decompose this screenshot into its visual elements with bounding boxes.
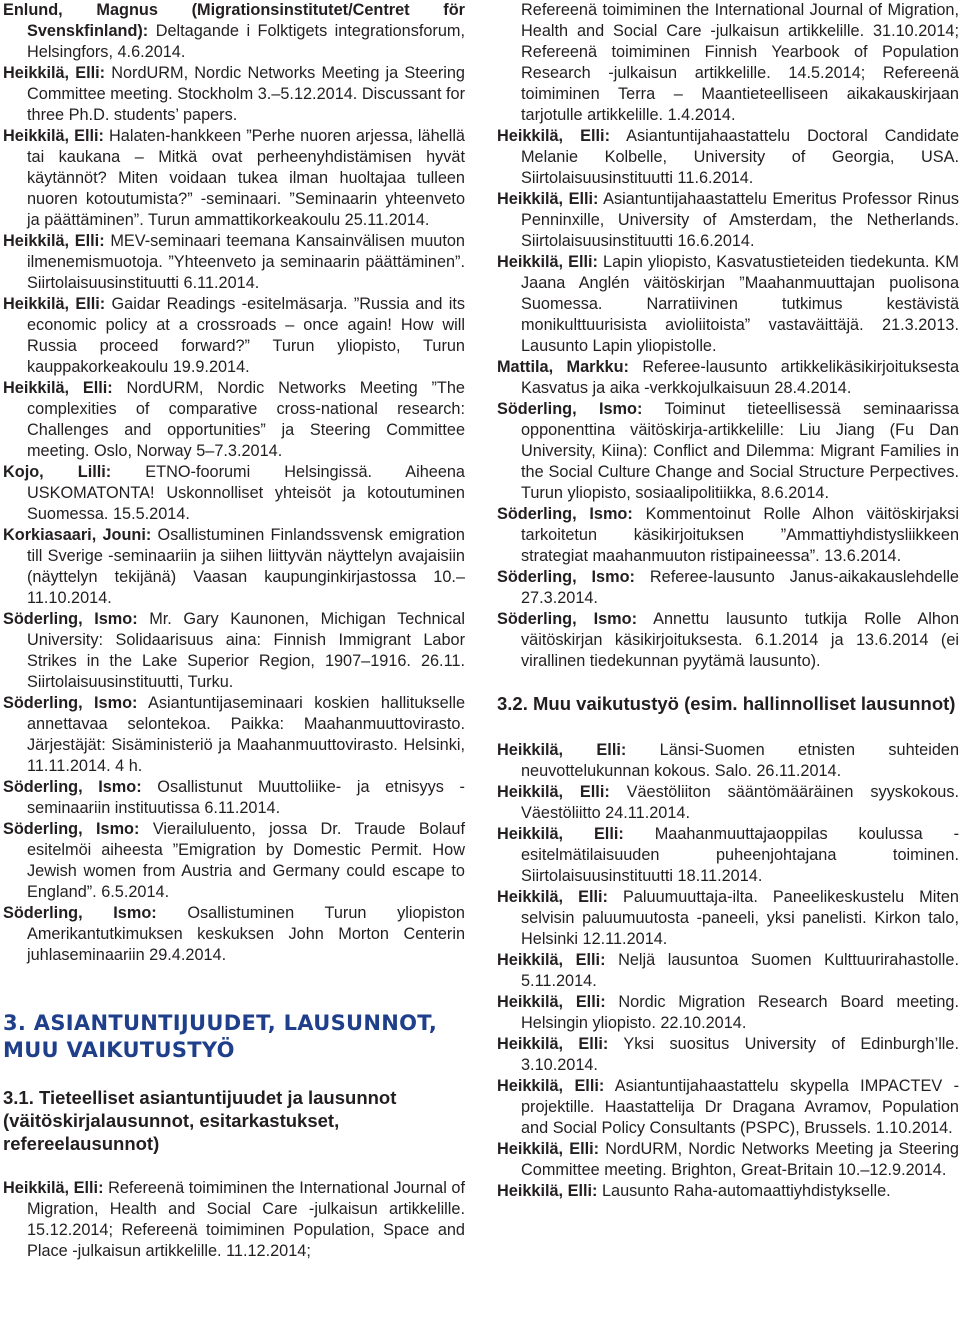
entry-author: Heikkilä, Elli: (3, 127, 104, 145)
entry-author: Heikkilä, Elli: (497, 127, 610, 145)
entry-text: Referee-lausunto artikkelikäsikirjoituksesta Kasvatus ja aika -verkkojulkaisuun 28.4.2014. (521, 358, 960, 397)
entry-text: Kommentoinut Rolle Alhon väitöskirjaksi tarkoitetun käsikirjoituksen ”Ammattiyhdistysliikkeen strategiat maahanmuuton ristipaineessa”. 13.6.2014. (521, 505, 959, 565)
bibliography-entry (3, 294, 465, 378)
entry-text: Vierailuluento, jossa Dr. Traude Bolauf esitelmöi aiheesta ”Emigration by Domestic Permit. How Jewish women from Austria and Germany could escape to England”. 6.5.2014. (27, 820, 465, 901)
entry-text: Toiminut tieteellisessä seminaarissa opponenttina väitöskirja-artikkelille: Liu Jiang (Fu Dan University, Kiina): Conflict and Dilemma: Migrant Families in the Social Culture Change and Social Structure Perpectives. Turun yliopisto, sosiaalipolitiikka, 8.6.2014. (521, 400, 959, 502)
entry-author: Söderling, Ismo: (3, 904, 157, 922)
bibliography-entry (3, 126, 465, 231)
entry-author: Heikkilä, Elli: (497, 253, 598, 271)
bibliography-entry (497, 567, 959, 609)
bibliography-entry (3, 777, 465, 819)
left-column (3, 0, 465, 1262)
entry-text: Osallistuminen Finlandssvensk emigration till Sverige -seminaariin ja siihen liittyvän näyttelyn avajaisiin (näyttelyn tekijänä) Vaasan kaupunginkirjastossa 10.–11.10.2014. (27, 526, 465, 607)
entry-text: NordURM, Nordic Networks Meeting ja Steering Committee meeting. Brighton, Great-Britain 10.–12.9.2014. (521, 1140, 959, 1179)
entry-text: Refereenä toimiminen the International Journal of Migration, Health and Social Care -julkaisun artikkelille. 31.10.2014; Refereenä toimiminen Finnish Yearbook of Population Research -julkaisun artikkelille. 14.5.2014; Refereenä toimiminen Terra – Maantieteelliseen aikakauskirjaan tarjotulle artikkelille. 1.4.2014. (521, 1, 959, 124)
entry-author: Heikkilä, Elli: (3, 1179, 104, 1197)
entry-text: Paluumuuttaja-ilta. Paneelikeskustelu Miten selvisin paluumuutosta -paneeli, yksi panelisti. Kirkon talo, Helsinki 12.11.2014. (521, 888, 959, 948)
subsection-title-3-2: 3.2. Muu vaikutustyö (esim. hallinnolliset lausunnot) (497, 693, 956, 714)
bibliography-entry (497, 357, 959, 399)
bibliography-entry (497, 399, 959, 504)
entry-text: ETNO-foorumi Helsingissä. Aiheena USKOMATONTA! Uskonnolliset yhteisöt ja kotoutuminen Suomessa. 15.5.2014. (27, 463, 465, 523)
entry-text: Osallistunut Muuttoliike- ja etnisyys -seminaariin instituutissa 6.11.2014. (27, 778, 465, 817)
bibliography-entry (3, 903, 465, 966)
entry-text: NordURM, Nordic Networks Meeting ja Steering Committee meeting. Stockholm 3.–5.12.2014. Discussant for three Ph.D. students’ papers. (27, 64, 465, 124)
entry-author: Söderling, Ismo: (497, 610, 637, 628)
entry-text: Lausunto Raha-automaattiyhdistykselle. (601, 1182, 891, 1200)
entry-author: Mattila, Markku: (497, 358, 629, 376)
left-entries-top (3, 0, 465, 966)
bibliography-entry (497, 1181, 959, 1202)
bibliography-entry (3, 63, 465, 126)
entry-text: Asiantuntijahaastattelu skypella IMPACTEV -projektille. Haastattelija Dr Dragana Avramov, Population and Social Policy Consultants (PSPC), Brussels. 1.10.2014. (521, 1077, 959, 1137)
left-entries-bottom (3, 1178, 465, 1262)
entry-author: Heikkilä, Elli: (497, 1077, 605, 1095)
bibliography-entry (3, 609, 465, 693)
entry-author: Heikkilä, Elli: (497, 741, 627, 759)
entry-author: Heikkilä, Elli: (497, 1035, 609, 1053)
entry-text: Halaten-hankkeen ”Perhe nuoren arjessa, lähellä tai kaukana – Mitkä ovat perheenyhdistämisen hyvät käytännöt? Miten voidaan tukea ilman huoltajaa tulleen nuoren kotoutumista?” -seminaari. ”Seminaarin yhteenveto ja päättäminen”. Turun ammattikorkeakoulu 25.11.2014. (27, 127, 465, 229)
entry-author: Heikkilä, Elli: (3, 64, 106, 82)
entry-author: Enlund, Magnus (Migrationsinstitutet/Centret för Svenskfinland): (3, 1, 465, 40)
entry-author: Söderling, Ismo: (3, 820, 140, 838)
bibliography-entry (3, 1178, 465, 1262)
section-title: 3. ASIANTUNTIJUUDET, LAUSUNNOT, MUU VAIKUTUSTYÖ (3, 1011, 438, 1062)
bibliography-entry (497, 0, 959, 126)
subsection-title-3-1: 3.1. Tieteelliset asiantuntijuudet ja lausunnot (väitöskirjalausunnot, esitarkastukset, refereelausunnot) (3, 1087, 397, 1154)
bibliography-entry (3, 462, 465, 525)
entry-author: Heikkilä, Elli: (3, 379, 113, 397)
entry-text: Asiantuntijahaastattelu Doctoral Candidate Melanie Kolbelle, University of Georgia, USA. Siirtolaisuusinstituutti 11.6.2014. (521, 127, 959, 187)
entry-author: Heikkilä, Elli: (497, 993, 606, 1011)
entry-text: Mr. Gary Kaunonen, Michigan Technical University: Solidaarisuus aina: Finnish Immigrant Labor Strikes in the Lake Superior Region, 1907–1916. 26.11. Siirtolaisuusinstituutti, Turku. (27, 610, 465, 691)
bibliography-entry (497, 740, 959, 782)
entry-text: NordURM, Nordic Networks Meeting ”The complexities of comparative cross-national research: Challenges and opportunities” ja Steering Committee meeting. Oslo, Norway 5–7.3.2014. (27, 379, 465, 460)
entry-text: Referee-lausunto Janus-aikakauslehdelle 27.3.2014. (521, 568, 959, 607)
entry-author: Heikkilä, Elli: (497, 1140, 600, 1158)
bibliography-entry (497, 504, 959, 567)
bibliography-entry (497, 609, 959, 672)
entry-author: Heikkilä, Elli: (497, 888, 608, 906)
entry-text: Osallistuminen Turun yliopiston Amerikantutkimuksen keskuksen John Morton Centerin juhlaseminaariin 29.4.2014. (27, 904, 465, 964)
bibliography-entry (497, 1139, 959, 1181)
bibliography-entry (497, 1076, 959, 1139)
entry-text: Deltagande i Folktigets integrationsforum, Helsingfors, 4.6.2014. (27, 22, 465, 61)
entry-author: Heikkilä, Elli: (3, 232, 105, 250)
bibliography-entry (3, 231, 465, 294)
bibliography-entry (3, 0, 465, 63)
bibliography-entry (3, 693, 465, 777)
bibliography-entry (3, 819, 465, 903)
bibliography-entry (497, 189, 959, 252)
right-entries-bottom (497, 740, 959, 1202)
bibliography-entry (497, 992, 959, 1034)
entry-author: Söderling, Ismo: (497, 568, 635, 586)
entry-author: Söderling, Ismo: (497, 400, 643, 418)
entry-text: Gaidar Readings -esitelmäsarja. ”Russia and its economic policy at a crossroads – once again! How will Russia proceed forward?” Turun yliopisto, Turun kauppakorkeakoulu 19.9.2014. (27, 295, 465, 376)
entry-author: Heikkilä, Elli: (3, 295, 106, 313)
bibliography-entry (497, 126, 959, 189)
entry-text: Neljä lausuntoa Suomen Kulttuurirahastolle. 5.11.2014. (521, 951, 959, 990)
entry-text: Yksi suositus University of Edinburgh’lle. 3.10.2014. (521, 1035, 960, 1074)
entry-author: Heikkilä, Elli: (497, 825, 624, 843)
bibliography-entry (497, 950, 959, 992)
bibliography-entry (3, 525, 465, 609)
entry-author: Söderling, Ismo: (497, 505, 633, 523)
bibliography-entry (497, 252, 959, 357)
entry-author: Korkiasaari, Jouni: (3, 526, 152, 544)
entry-author: Söderling, Ismo: (3, 694, 138, 712)
bibliography-entry (497, 1034, 959, 1076)
entry-text: Refereenä toimiminen the International Journal of Migration, Health and Social Care -julkaisun artikkelille. 15.12.2014; Refereenä toimiminen Population, Space and Place -julkaisun artikkelille. 11.12.2014; (27, 1179, 466, 1260)
bibliography-entry (497, 782, 959, 824)
entry-author: Heikkilä, Elli: (497, 190, 599, 208)
entry-text: Asiantuntijahaastattelu Emeritus Professor Rinus Penninxille, University of Amsterdam, the Netherlands. Siirtolaisuusinstituutti 16.6.2014. (521, 190, 960, 250)
entry-author: Söderling, Ismo: (3, 610, 138, 628)
entry-text: MEV-seminaari teemana Kansainvälisen muuton ilmenemismuotoja. ”Yhteenveto ja seminaarin päättäminen”. Siirtolaisuusinstituutti 6.11.2014. (27, 232, 465, 292)
entry-text: Maahanmuuttajaoppilas koulussa -esitelmätilaisuuden puheenjohtajana toiminen. Siirtolaisuusinstituutti 18.11.2014. (521, 825, 960, 885)
bibliography-entry (3, 378, 465, 462)
bibliography-entry (497, 887, 959, 950)
entry-text: Lapin yliopisto, Kasvatustieteiden tiedekunta. KM Jaana Anglén väitöskirjan ”Maahanmuuttajan puolisona Suomessa. Narratiivinen tutkimus kestävistä monikulttuurisista avioliitoista” vastaväittäjä. 21.3.2013. Lausunto Lapin yliopistolle. (521, 253, 959, 355)
entry-text: Asiantuntijaseminaari koskien hallitukselle annettavaa selontekoa. Paikka: Maahanmuuttovirasto. Järjestäjät: Sisäministeriö ja Maahanmuuttovirasto. Helsinki, 11.11.2014. 4 h. (27, 694, 466, 775)
entry-author: Heikkilä, Elli: (497, 783, 610, 801)
entry-author: Söderling, Ismo: (3, 778, 142, 796)
entry-text: Annettu lausunto tutkija Rolle Alhon väitöskirjan käsikirjoituksesta. 6.1.2014 ja 13.6.2014 (ei virallinen tiedekunnan pyytämä lausunto). (521, 610, 959, 670)
entry-author: Kojo, Lilli: (3, 463, 112, 481)
right-column (497, 0, 959, 1202)
entry-text: Nordic Migration Research Board meeting. Helsingin yliopisto. 22.10.2014. (521, 993, 959, 1032)
entry-author: Heikkilä, Elli: (497, 951, 606, 969)
bibliography-entry (497, 824, 959, 887)
entry-text: Länsi-Suomen etnisten suhteiden neuvottelukunnan kokous. Salo. 26.11.2014. (521, 741, 960, 780)
entry-text: Väestöliiton sääntömääräinen syyskokous. Väestöliitto 24.11.2014. (521, 783, 959, 822)
entry-author: Heikkilä, Elli: (497, 1182, 598, 1200)
right-entries-top (497, 0, 959, 672)
